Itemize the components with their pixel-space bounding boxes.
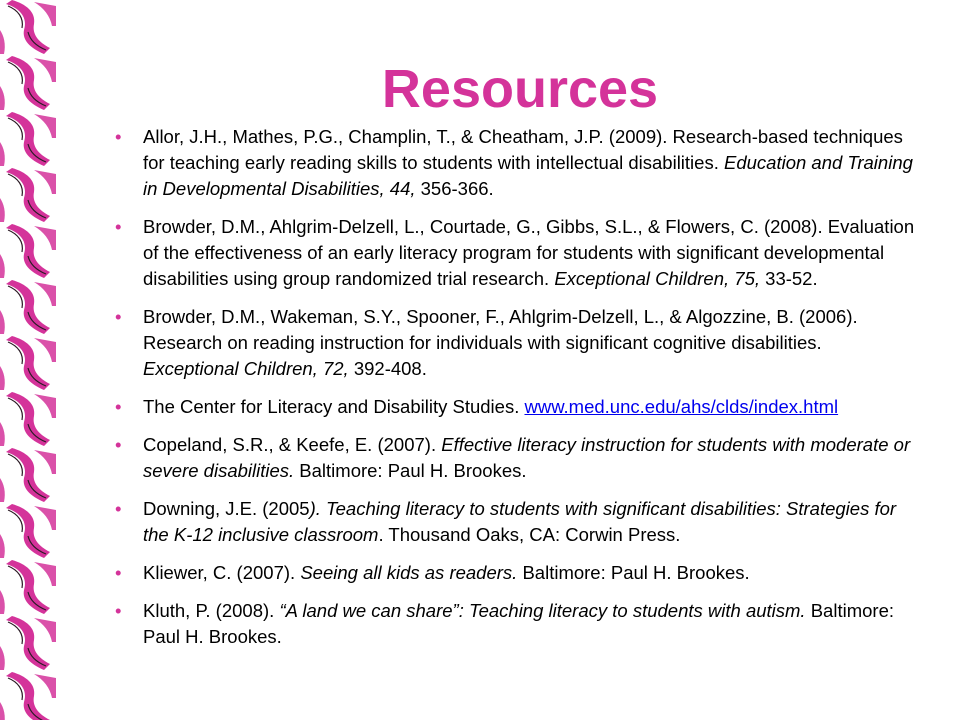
reference-italic-text: Effective literacy instruction for students with moderate or severe disabilities. bbox=[143, 434, 911, 481]
bullet-icon: • bbox=[115, 562, 122, 583]
reference-item bbox=[115, 124, 915, 202]
reference-text: Baltimore: Paul H. Brookes. bbox=[294, 460, 527, 481]
reference-text: Baltimore: Paul H. Brookes. bbox=[143, 600, 894, 647]
reference-item bbox=[115, 496, 915, 548]
reference-item bbox=[115, 304, 915, 382]
reference-text: Allor, J.H., Mathes, P.G., Champlin, T., & Cheatham, J.P. (2009). Research-based techniques for teaching early reading skills to students with intellectual disabilities. bbox=[143, 126, 903, 173]
reference-text: 356-366. bbox=[415, 178, 494, 199]
reference-text: 392-408. bbox=[348, 358, 427, 379]
bullet-icon: • bbox=[115, 396, 122, 417]
reference-text: Copeland, S.R., & Keefe, E. (2007). bbox=[143, 434, 442, 455]
bullet-icon: • bbox=[115, 434, 122, 455]
reference-text: Kluth, P. (2008). bbox=[143, 600, 280, 621]
reference-italic-text: ). Teaching literacy to students with significant disabilities: Strategies for the K-12 inclusive classroom bbox=[143, 498, 897, 545]
reference-item bbox=[115, 560, 915, 586]
reference-item bbox=[115, 214, 915, 292]
reference-italic-text: Seeing all kids as readers. bbox=[300, 562, 518, 583]
reference-italic-text: “A land we can share”: Teaching literacy to students with autism. bbox=[279, 600, 806, 621]
reference-text: 33-52. bbox=[760, 268, 818, 289]
reference-text: Kliewer, C. (2007). bbox=[143, 562, 301, 583]
reference-italic-text: Exceptional Children, 75, bbox=[554, 268, 761, 289]
reference-italic-text: Education and Training in Developmental Disabilities, 44, bbox=[143, 152, 913, 199]
bullet-icon: • bbox=[115, 306, 122, 327]
page-title: Resources bbox=[381, 59, 659, 119]
reference-item bbox=[115, 394, 915, 420]
reference-item bbox=[115, 432, 915, 484]
reference-text: Downing, J.E. (2005 bbox=[143, 498, 310, 519]
reference-text: Browder, D.M., Wakeman, S.Y., Spooner, F., Ahlgrim-Delzell, L., & Algozzine, B. (2006). Research on reading instruction for individuals with significant cognitive disabilities. bbox=[143, 306, 858, 353]
bullet-icon: • bbox=[115, 216, 122, 237]
reference-text: Baltimore: Paul H. Brookes. bbox=[517, 562, 750, 583]
reference-text: The Center for Literacy and Disability Studies. bbox=[143, 396, 525, 417]
bullet-icon: • bbox=[115, 498, 122, 519]
reference-link[interactable]: www.med.unc.edu/ahs/clds/index.html bbox=[524, 396, 839, 417]
reference-item bbox=[115, 598, 915, 650]
reference-text: . Thousand Oaks, CA: Corwin Press. bbox=[378, 524, 681, 545]
reference-list bbox=[115, 124, 915, 662]
reference-italic-text: Exceptional Children, 72, bbox=[143, 358, 349, 379]
bullet-icon: • bbox=[115, 126, 122, 147]
bullet-icon: • bbox=[115, 600, 122, 621]
reference-text: Browder, D.M., Ahlgrim-Delzell, L., Courtade, G., Gibbs, S.L., & Flowers, C. (2008). Evaluation of the effectiveness of an early literacy program for students with significant developmental disabilities using group randomized trial research. bbox=[143, 216, 915, 289]
